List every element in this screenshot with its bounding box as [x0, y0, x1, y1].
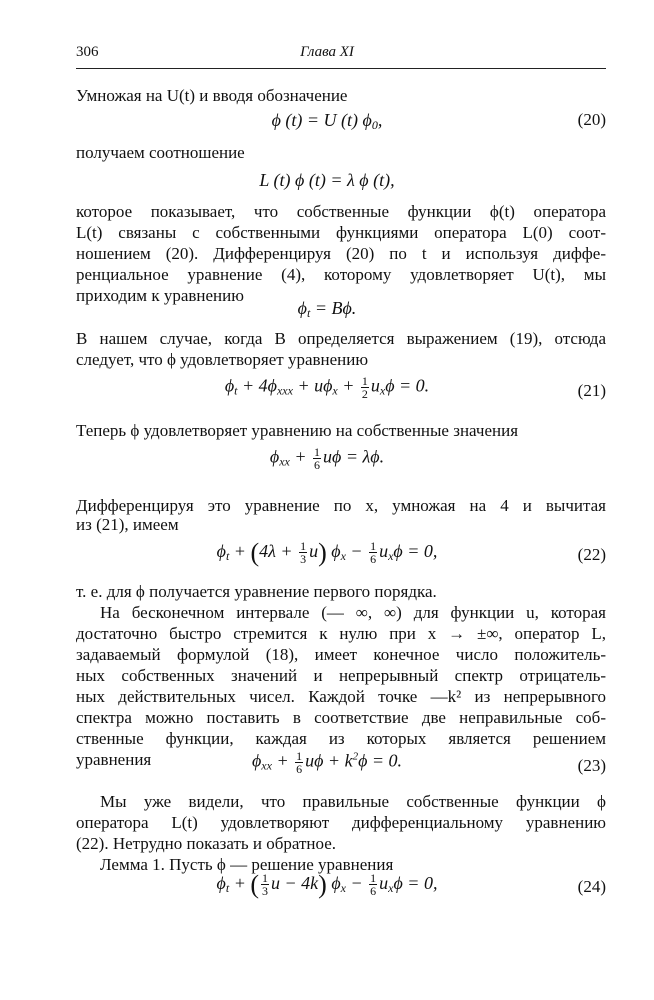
equation-number: (24) [577, 877, 606, 896]
equation-22: $\phi_t + (4\lambda$ + $\frac{1}{3}$ u) $\phi_x$ − $\frac{1}{6}$ $u_x\phi = 0$, [216, 538, 438, 567]
equation-number: (22) [577, 545, 606, 564]
text-line: приходим к уравнению [76, 286, 244, 305]
equation-20: ϕ (t) = U (t) $\phi_0$, [271, 110, 383, 132]
equation-phi-t: $\phi_t = B\phi$. [297, 298, 357, 320]
equation-eigen-relation: L (t) ϕ (t) = λ ϕ (t), [259, 170, 395, 190]
text-line: Дифференцируя это уравнение по x, умножая на 4 и вычитая [76, 496, 606, 515]
equation-eigenvalue: $\phi_{xx}$ + $\frac{1}{6}$ uϕ = λϕ. [269, 445, 385, 472]
text-line: Мы уже видели, что правильные собственные функции ϕ [100, 792, 606, 811]
equation-23: $\phi_{xx}$ + $\frac{1}{6}$ $u\phi + k^2\phi = 0$. [251, 749, 403, 776]
text-line: спектра можно поставить в соответствие две неправильные соб- [76, 708, 606, 727]
text-line: задаваемый формулой (18), имеет конечное число положитель- [76, 645, 606, 664]
equation-21: $\phi_t + 4\phi_{xxx} + u\phi_x$ + $\frac{1}{2}$ $u_x\phi = 0$. [224, 374, 430, 401]
header-rule [76, 68, 606, 69]
text-line: На бесконечном интервале (— ∞, ∞) для функции u, которая [100, 603, 606, 622]
text-line: В нашем случае, когда B определяется выражением (19), отсюда [76, 329, 606, 348]
text-line: Лемма 1. Пусть ϕ — решение уравнения [100, 855, 394, 874]
page-number: 306 [76, 44, 99, 60]
text-line: ношением (20). Дифференцируя (20) по t и используя диффе- [76, 244, 606, 263]
equation-number: (21) [577, 381, 606, 400]
text-line: достаточно быстро стремится к нулю при x → ±∞, оператор L, [76, 624, 606, 643]
equation-24: $\phi_t$ + ( $\frac{1}{3}$ u − 4k) $\phi_x$ − $\frac{1}{6}$ $u_x\phi = 0$, [216, 870, 438, 899]
text-line: т. е. для ϕ получается уравнение первого порядка. [76, 582, 437, 601]
text-line: ственные функции, каждая из которых является решением [76, 729, 606, 748]
text-line: оператора L(t) удовлетворяют дифференциальному уравнению [76, 813, 606, 832]
text-line: (22). Нетрудно показать и обратное. [76, 834, 337, 853]
text-line: ных действительных чисел. Каждой точке —k² из непрерывного [76, 687, 606, 706]
running-header: Глава XI [300, 44, 354, 60]
equation-number: (23) [577, 756, 606, 775]
text-line: получаем соотношение [76, 143, 245, 162]
equation-number: (20) [577, 110, 606, 129]
text-line: следует, что ϕ удовлетворяет уравнению [76, 350, 369, 369]
text-line: Теперь ϕ удовлетворяет уравнению на собственные значения [76, 421, 519, 440]
text-line: L(t) связаны с собственными функциями оператора L(0) соот- [76, 223, 606, 242]
text-line: Умножая на U(t) и вводя обозначение [76, 86, 348, 105]
text-line: ных собственных значений и непрерывный спектр отрицатель- [76, 666, 606, 685]
text-line: из (21), имеем [76, 515, 179, 534]
text-line: уравнения [76, 750, 152, 769]
text-line: ренциальное уравнение (4), которому удовлетворяет U(t), мы [76, 265, 606, 284]
text-line: которое показывает, что собственные функции ϕ(t) оператора [76, 202, 606, 221]
